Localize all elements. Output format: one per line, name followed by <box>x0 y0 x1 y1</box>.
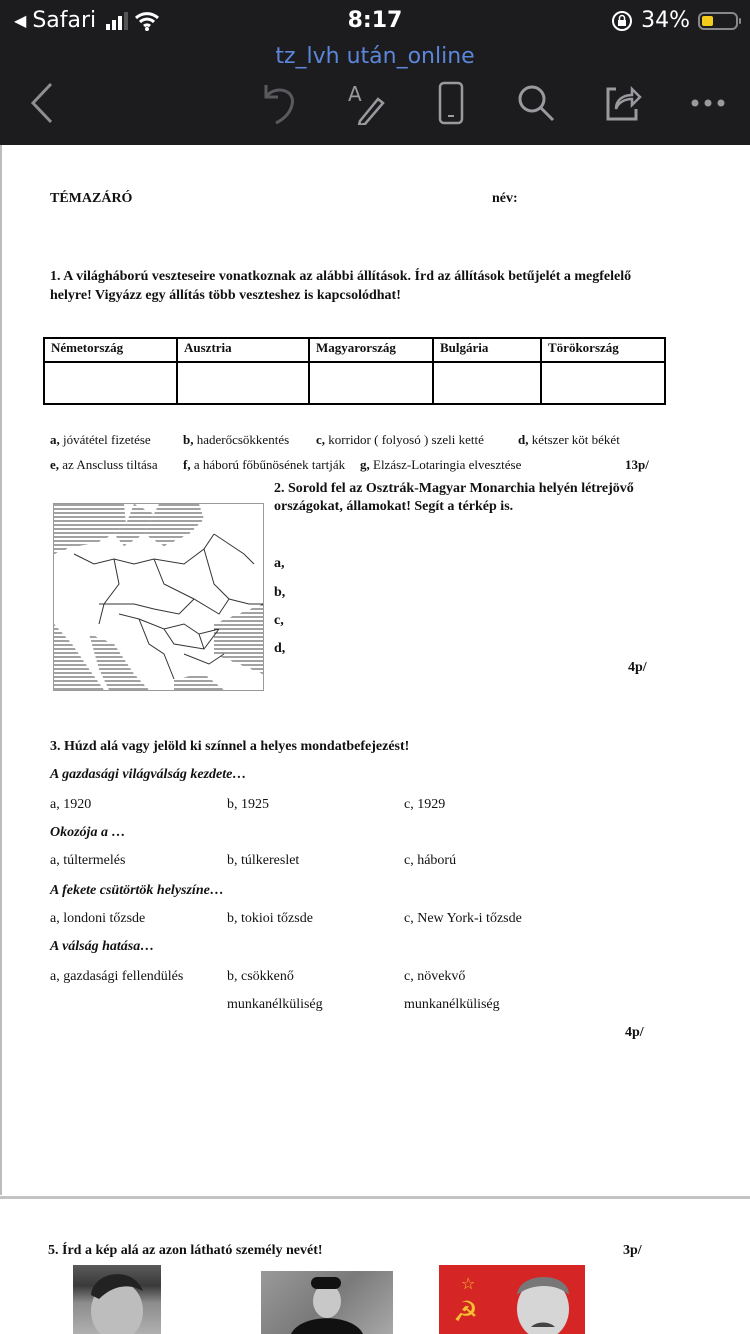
share-icon <box>602 81 642 125</box>
q1-answer-cell[interactable] <box>44 362 177 404</box>
undo-icon <box>260 81 300 125</box>
markup-pen-icon <box>346 81 386 125</box>
q3-prompt: 3. Húzd alá vagy jelöld ki színnel a helyes mondatbefejezést! <box>50 739 410 754</box>
back-triangle-icon: ◀ <box>14 11 27 30</box>
q3-group-heading: Okozója a … <box>50 825 126 840</box>
q3-choice[interactable]: b, túlkereslet <box>227 853 300 868</box>
back-button[interactable] <box>18 78 66 128</box>
q3-choice[interactable]: c, 1929 <box>404 797 446 812</box>
q1-option: c, korridor ( folyosó ) szeli ketté <box>316 432 484 447</box>
more-icon <box>690 98 726 108</box>
q2-answer-d: d, <box>274 641 286 656</box>
q3-group-heading: A fekete csütörtök helyszíne… <box>50 883 224 898</box>
q1-prompt-line2: helyre! Vigyázz egy állítás több veszteshez is kapcsolódhat! <box>50 288 401 303</box>
q3-choice[interactable]: a, londoni tőzsde <box>50 911 146 926</box>
q3-choice[interactable]: c, háború <box>404 853 457 868</box>
q1-prompt-line1: 1. A világháború veszteseire vonatkoznak az alábbi állítások. Írd az állítások betűjelét a megfelelő <box>50 269 632 284</box>
status-bar <box>0 6 750 36</box>
q1-col-header: Németország <box>44 338 177 362</box>
rotation-lock-icon <box>611 10 633 32</box>
q2-points: 4p/ <box>628 660 647 675</box>
q3-choice[interactable]: b, tokioi tőzsde <box>227 911 313 926</box>
search-icon <box>516 83 556 123</box>
portrait-photo-1 <box>73 1265 161 1334</box>
top-bar <box>0 0 750 145</box>
device-icon <box>437 81 465 125</box>
q3-choice[interactable]: b, csökkenő <box>227 969 294 984</box>
q1-col-header: Törökország <box>541 338 665 362</box>
portrait-photo-3 <box>439 1265 585 1334</box>
q1-option: f, a háború főbűnösének tartják <box>183 457 346 472</box>
more-button[interactable] <box>684 78 732 128</box>
q1-table <box>43 337 666 405</box>
q1-col-header: Bulgária <box>433 338 541 362</box>
q1-answer-cell[interactable] <box>541 362 665 404</box>
q1-answer-cell[interactable] <box>177 362 309 404</box>
search-button[interactable] <box>512 78 560 128</box>
q1-points: 13p/ <box>625 457 649 472</box>
q3-choice[interactable]: c, növekvő <box>404 969 466 984</box>
q2-prompt-line1: 2. Sorold fel az Osztrák-Magyar Monarchia helyén létrejövő <box>274 481 634 496</box>
q3-choice[interactable]: a, 1920 <box>50 797 92 812</box>
name-label: név: <box>492 191 518 206</box>
q2-answer-c: c, <box>274 613 284 628</box>
svg-text:A: A <box>348 82 362 106</box>
svg-text:☭: ☭ <box>453 1295 479 1328</box>
q3-points: 4p/ <box>625 1025 644 1040</box>
q2-answer-b: b, <box>274 585 286 600</box>
undo-button[interactable] <box>256 78 304 128</box>
q3-choice-continued: munkanélküliség <box>227 997 323 1012</box>
q1-col-header: Ausztria <box>177 338 309 362</box>
page-separator <box>0 1196 750 1199</box>
battery-icon <box>698 12 738 30</box>
q3-group-heading: A gazdasági világválság kezdete… <box>50 767 247 782</box>
battery-percent: 34% <box>641 8 690 33</box>
document-page-1 <box>0 145 750 1195</box>
back-chevron-icon <box>29 82 55 124</box>
q3-choice[interactable]: a, gazdasági fellendülés <box>50 969 184 984</box>
device-button[interactable] <box>427 78 475 128</box>
q3-choice-continued: munkanélküliség <box>404 997 500 1012</box>
portrait-photo-2 <box>261 1271 393 1334</box>
viewer-toolbar <box>0 78 750 128</box>
q2-prompt-line2: országokat, államokat! Segít a térkép is. <box>274 499 514 514</box>
svg-text:☆: ☆ <box>461 1274 476 1293</box>
q5-prompt: 5. Írd a kép alá az azon látható személy nevét! <box>48 1243 323 1258</box>
markup-button[interactable] <box>342 78 390 128</box>
q3-group-heading: A válság hatása… <box>50 939 155 954</box>
q3-choice[interactable]: b, 1925 <box>227 797 269 812</box>
q1-option: d, kétszer köt békét <box>518 432 620 447</box>
q3-choice[interactable]: a, túltermelés <box>50 853 126 868</box>
q1-option: g, Elzász-Lotaringia elvesztése <box>360 457 522 472</box>
q1-answer-cell[interactable] <box>309 362 433 404</box>
document-title: tz_lvh után_online <box>275 44 475 69</box>
q1-option: e, az Anscluss tiltása <box>50 457 158 472</box>
worksheet-title: TÉMAZÁRÓ <box>50 191 133 206</box>
map-image <box>53 503 264 691</box>
q2-answer-a: a, <box>274 556 285 571</box>
back-app-label: Safari <box>32 8 97 33</box>
q5-points: 3p/ <box>623 1243 642 1258</box>
q1-option: a, jóvátétel fizetése <box>50 432 151 447</box>
q3-choice[interactable]: c, New York-i tőzsde <box>404 911 522 926</box>
clock: 8:17 <box>347 8 403 33</box>
share-button[interactable] <box>598 78 646 128</box>
document-viewport[interactable] <box>0 145 750 1334</box>
q1-col-header: Magyarország <box>309 338 433 362</box>
q1-option: b, haderőcsökkentés <box>183 432 290 447</box>
q1-answer-cell[interactable] <box>433 362 541 404</box>
